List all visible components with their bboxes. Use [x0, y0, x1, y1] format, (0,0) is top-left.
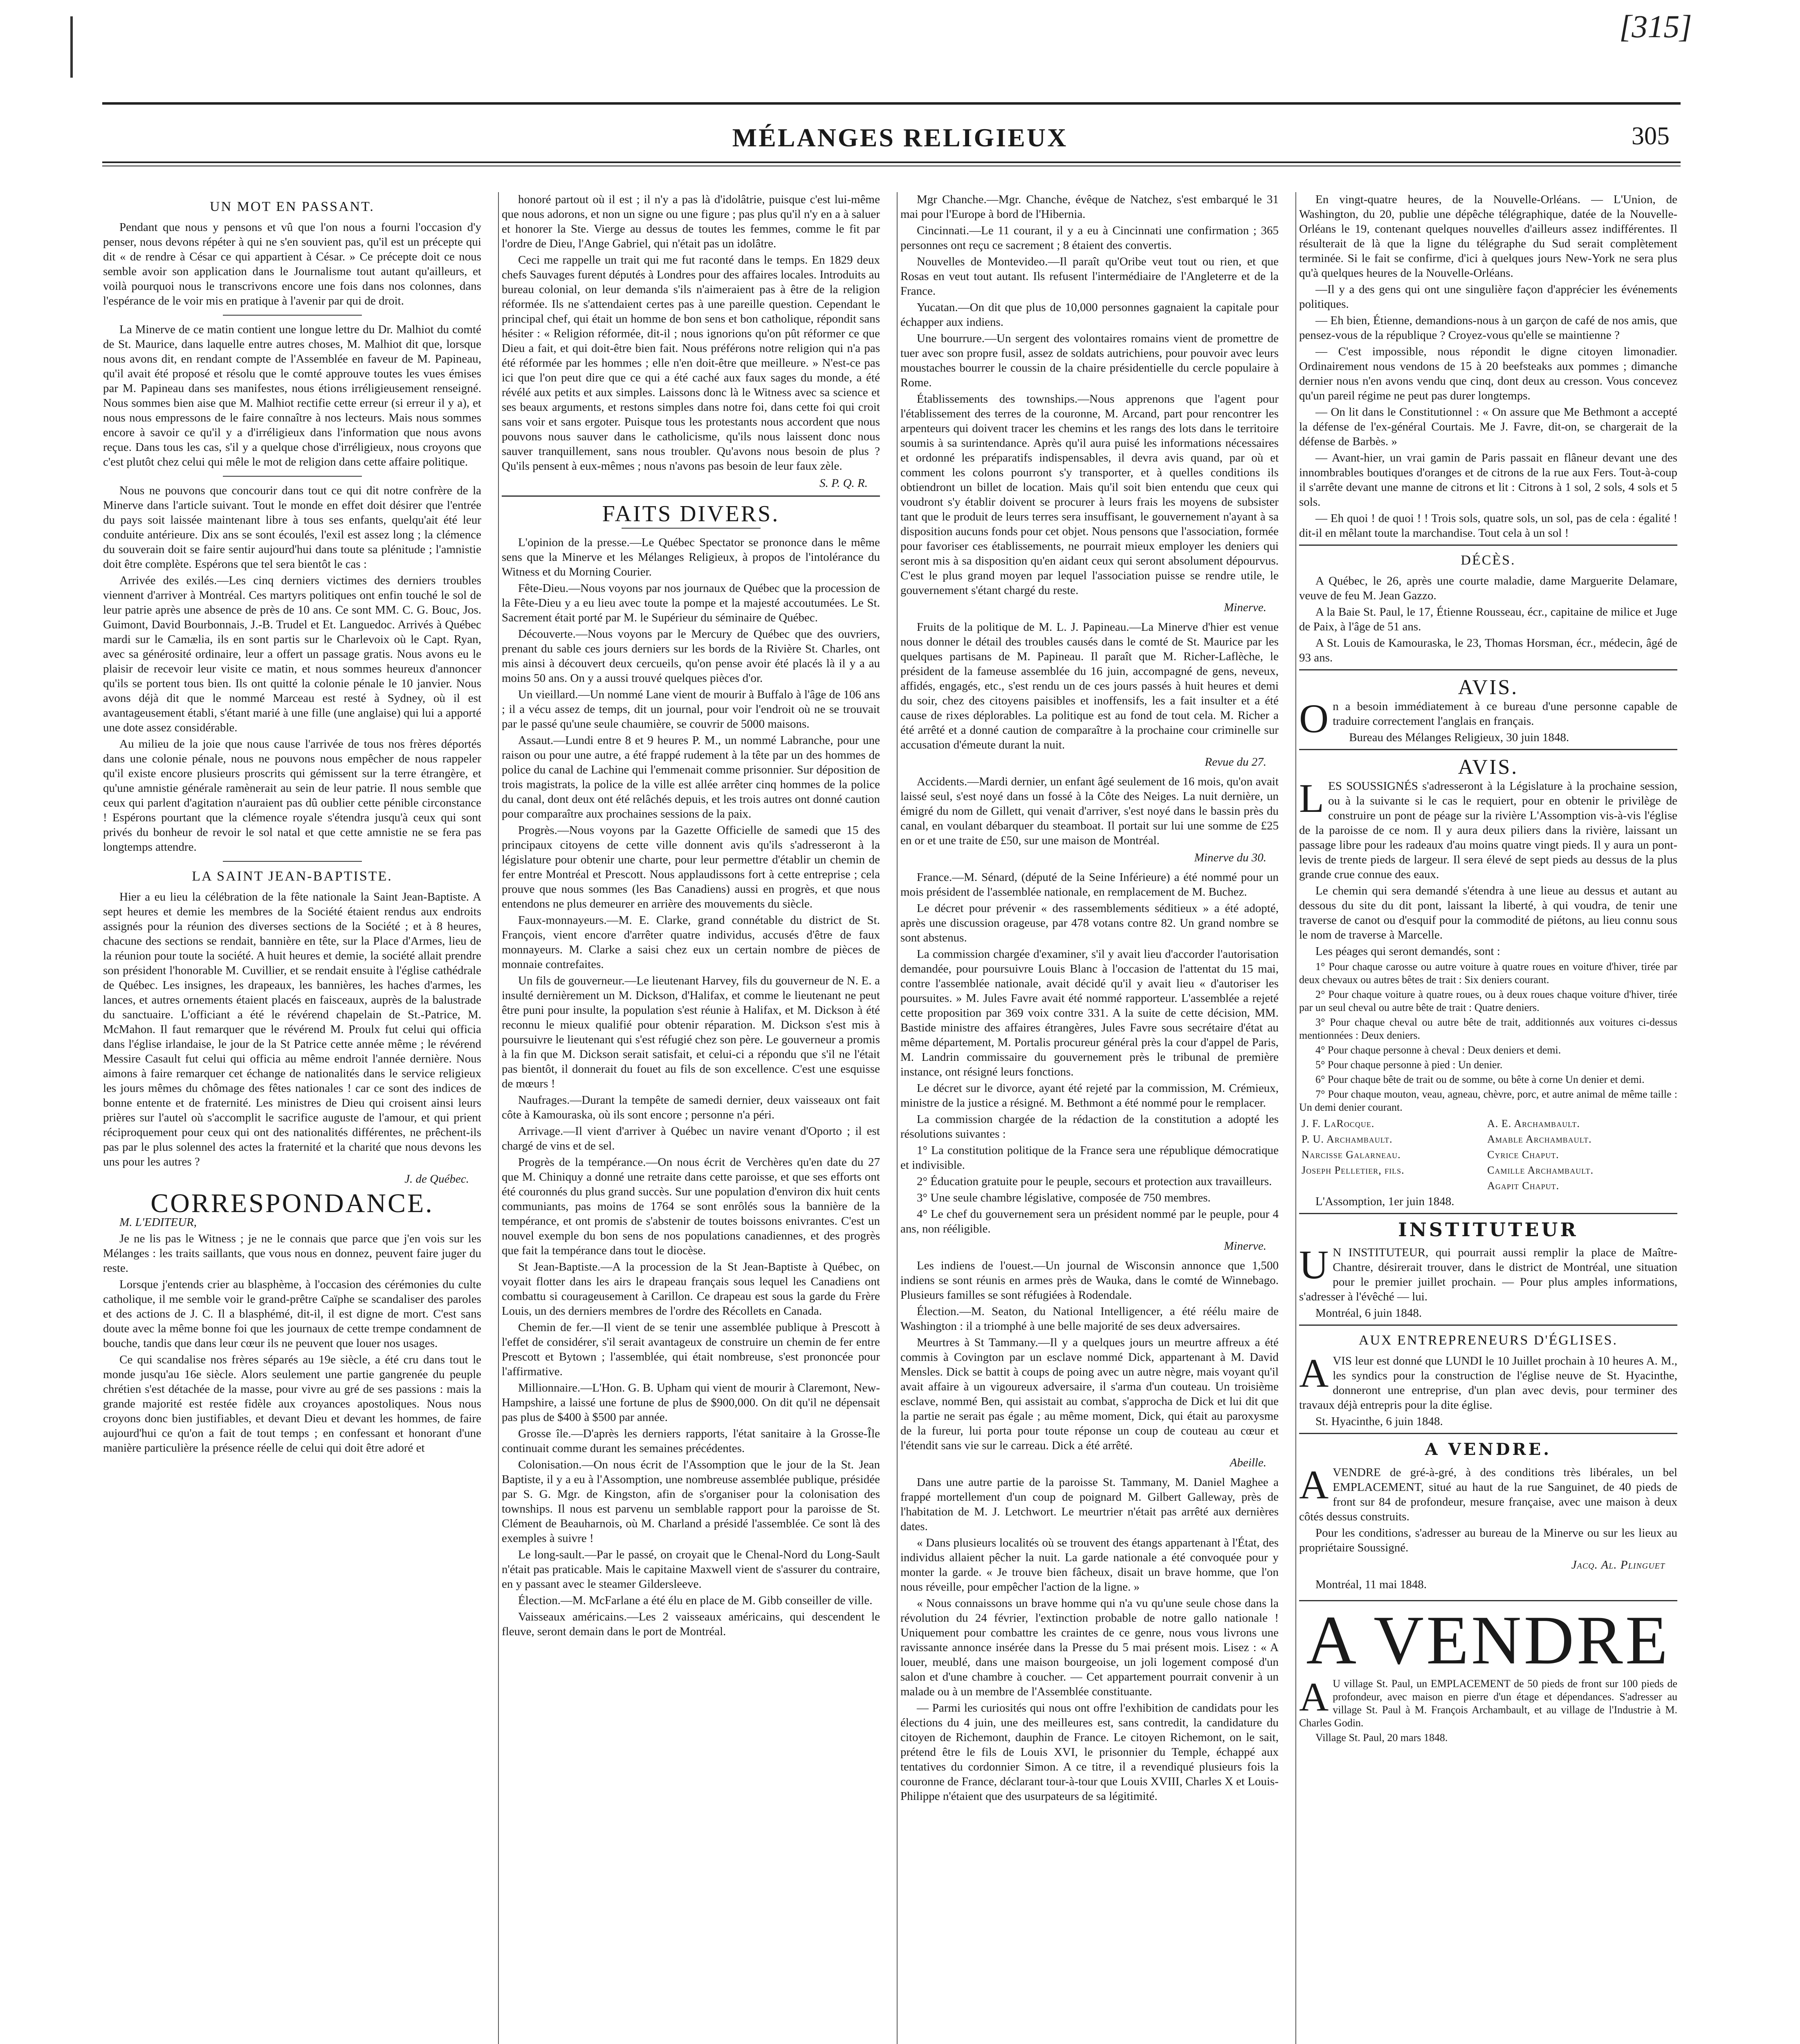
news-item: Une bourrure.—Un sergent des volontaires romains vient de promettre de tuer avec son propre fusil, assez de soldats autrichiens, pour pouvoir avec leurs moustaches bourrer le coussin de la chaire présidentielle du cercle populaire à Rome.: [900, 332, 1279, 389]
column-3: [900, 192, 1279, 2044]
news-item: Fruits de la politique de M. L. J. Papineau.—La Minerve d'hier est venue nous donner le détail des troubles causés dans le comté de St. Maurice par les quelques partisans de M. Papineau. Il paraît que M. Richer-Laflèche, le président de la fameuse assemblée du 16 juin, accompagné de gens, neveux, affidés, engagés, etc., s'est rendu un de ces jours passés à huit heures et demi du soir, chez des citoyens paisibles et inoffensifs, les a fait insulter et a été cause de rixes déplorables. La politique est au fond de tout cela. M. Richer a été arrêté et a donné caution de comparaître à la prochaine cour criminelle sur accusation d'émeute durant la nuit.: [900, 621, 1279, 751]
news-item: La commission chargée d'examiner, s'il y avait lieu d'accorder l'autorisation demandée, pour poursuivre Louis Blanc à l'occasion de l'attentat du 15 mai, contre l'assemblée nationale, avait décidé qu'il y avait lieu « d'autoriser les poursuites. » M. Jules Favre avait été nommé rapporteur. L'assemblée a rejeté cette proposition par 369 voix contre 331. A la suite de cette décision, MM. Bastide ministre des affaires étrangères, Jules Favre sous secrétaire d'état au même département, M. Portalis procureur général près la cour d'appel de Paris, M. Landrin commissaire du gouvernement près le tribunal de première instance, ont résigné leurs fonctions.: [900, 948, 1279, 1078]
separator: [502, 495, 880, 497]
source-credit: Minerve.: [1224, 601, 1266, 614]
notice-text: VIS leur est donné que LUNDI le 10 Juillet prochain à 10 heures A. M., les syndics pour la construction de l'église neuve de St. Hyacinthe, donneront une entreprise, d'un plan avec devis, pour terminer des travaux déjà entrepris pour la dite église.: [1299, 1354, 1677, 1412]
notice-heading: INSTITUTEUR: [1398, 1219, 1578, 1241]
toll-item: 1° Pour chaque carosse ou autre voiture à quatre roues en voiture d'hiver, tirée par deux chevaux ou autres bêtes de trait : Six deniers courant.: [1299, 961, 1677, 986]
signatory: J. F. LaRocque.: [1302, 1118, 1375, 1130]
news-item: Progrès.—Nous voyons par la Gazette Officielle de samedi que 15 des principaux citoyens de cette ville donnent avis qu'ils s'adresseront à la législature pour obtenir une charte, pour leur permettre d'établir un chemin de fer entre Montréal et Prescott. Nous applaudissons fort à cette entreprise ; cela prouve que nous sommes (les Bas Canadiens) aussi en progrès, et que nous entendons ne plus demeurer en arrière des mouvements du siècle.: [502, 824, 880, 910]
separator: [1299, 545, 1677, 546]
signatory: Narcisse Galarneau.: [1302, 1149, 1401, 1161]
resolution-item: 4° Le chef du gouvernement sera un président nommé par le peuple, pour 4 ans, non rééligible.: [900, 1208, 1279, 1235]
signatory: Camille Archambault.: [1487, 1164, 1594, 1176]
section-heading: FAITS DIVERS.: [602, 501, 780, 527]
news-item: Dans une autre partie de la paroisse St. Tammany, M. Daniel Maghee a frappé mortellement d'un coup de poignard M. Gilbert Galleway, près de l'habitation de M. J. Letchwort. Le meurtrier n'était pas arrêté aux dernières dates.: [900, 1476, 1279, 1533]
notice-heading: A VENDRE.: [1425, 1440, 1552, 1459]
signatory: Cyrice Chaput.: [1487, 1149, 1559, 1161]
resolution-item: 2° Éducation gratuite pour le peuple, secours et protection aux travailleurs.: [917, 1175, 1272, 1188]
news-item: Découverte.—Nous voyons par le Mercury de Québec que des ouvriers, prenant du sable ces jours derniers sur les bords de la Rivière St. Charles, ont mis ainsi à découvert deux cercueils, qu'on pense avoir été placés là il y a au moins 50 ans. On y a aussi trouvé quelques pièces d'or.: [502, 628, 880, 685]
notice-date: St. Hyacinthe, 6 juin 1848.: [1315, 1415, 1443, 1428]
news-item: Nouvelles de Montevideo.—Il paraît qu'Oribe veut tout ou rien, et que Rosas en veut tout autant. Ils refusent l'intermédiaire de l'Angleterre et de la France.: [900, 255, 1279, 298]
article-paragraph: honoré partout où il est ; il n'y a pas là d'idolâtrie, puisque c'est lui-même que nous adorons, et non un signe ou une figure ; pas plus qu'il n'y en a à saluer et honorer la Ste. Vierge au dessus de toutes les femmes, comme le fit par l'ordre de Dieu, l'Ange Gabriel, qui n'était pas un idolâtre.: [502, 193, 880, 250]
article-paragraph: La Minerve de ce matin contient une longue lettre du Dr. Malhiot du comté de St. Maurice, dans laquelle entre autres choses, M. Malhiot dit que, lorsque nous avons dit, en rendant compte de l'Assemblée en faveur de M. Papineau, qu'il avait été proposé et résolu que le comté approuve toutes les vues émises par M. Papineau dans ses manifestes, nous étions irréligieusement renseigné. Nous sommes bien aise que M. Malhiot rectifie cette erreur (si erreur il y a), et nous nous empressons de le faire connaître à nos lecteurs. Mais nous sommes encore à savoir ce qu'il y a d'irréligieux dans l'information que nous avons reçue. Dans tous les cas, s'il y a quelque chose d'irréligieux, nous croyons que c'est plutôt chez celui qui mêle le mot de religion dans cette affaire politique.: [103, 323, 481, 468]
toll-item: 6° Pour chaque bête de trait ou de somme, ou bête à corne Un denier et demi.: [1315, 1074, 1645, 1085]
article-paragraph: Lorsque j'entends crier au blasphème, à l'occasion des cérémonies du culte catholique, il me semble voir le grand-prêtre Caïphe se scandaliser des paroles et des actions de J. C. Il a blasphémé, dit-il, il est digne de mort. C'est sans doute avec la même bonne foi que les journaux de cette trempe condamnent de bouche, tandis que dans leur cœur ils ne peuvent que louer nos usages.: [103, 1278, 481, 1350]
separator: [1299, 1213, 1677, 1214]
drop-cap: A: [1299, 1674, 1329, 1719]
news-item: Le décret pour prévenir « des rassemblements séditieux » a été adopté, après une discussion orageuse, par 478 votans contre 82. Un grand nombre se sont abstenus.: [900, 902, 1279, 944]
notice-text: VENDRE de gré-à-gré, à des conditions très libérales, un bel EMPLACEMENT, situé au haut de la rue Sanguinet, de 40 pieds de front sur 84 de profondeur, mesure française, avec une maison à deux côtés dessus construits.: [1299, 1466, 1677, 1523]
news-item: —Il y a des gens qui ont une singulière façon d'apprécier les événements politiques.: [1299, 283, 1677, 311]
news-item: Arrivage.—Il vient d'arriver à Québec un navire venant d'Oporto ; il est chargé de vins et de sel.: [502, 1125, 880, 1152]
news-item: La commission chargée de la rédaction de la constitution a adopté les résolutions suivantes :: [900, 1113, 1279, 1141]
news-item: Un fils de gouverneur.—Le lieutenant Harvey, fils du gouverneur de N. E. a insulté dernièrement un M. Dickson, d'Halifax, et comme le lieutenant ne peut être puni pour insulte, la population s'est réunie à Halifax, et M. Dickson à été reconnu le mieux qualifié pour obtenir réparation. M. Dickson s'est mis à poursuivre le lieutenant qui s'est réfugié chez son père. Le gouverneur a promis à la fin que M. Dickson serait satisfait, et celui-ci a répondu que s'il ne l'était pas bientôt, il donnerait du fouet au fils de son excellence. C'est une esquisse de mœurs !: [502, 974, 880, 1090]
news-item: Cincinnati.—Le 11 courant, il y a eu à Cincinnati une confirmation ; 365 personnes ont reçu ce sacrement ; 8 étaient des convertis.: [900, 224, 1279, 252]
news-item: St Jean-Baptiste.—A la procession de la St Jean-Baptiste à Québec, on voyait flotter dans les airs le drapeau français sous lequel les Canadiens ont combattu si courageusement à Carillon. Ce drapeau est sous la garde du Frère Louis, un des derniers membres de l'ordre des Récollets en Canada.: [502, 1260, 880, 1318]
news-item: Grosse île.—D'après les derniers rapports, l'état sanitaire à la Grosse-Île continuait comme durant les semaines précédentes.: [502, 1427, 880, 1455]
article-paragraph: Nous ne pouvons que concourir dans tout ce qui dit notre confrère de la Minerve dans l'article suivant. Tout le monde en effet doit désirer que l'entrée du pays soit laissée maintenant libre à tous ses enfants, quelqu'ait été leur conduite antérieure. Dix ans se sont écoulés, l'exil est assez long ; la clémence du souverain doit se faire sentir aujourd'hui dans toute sa plénitude ; l'amnistie doit être complète. Espérons que tel sera bientôt le cas :: [103, 484, 481, 571]
notice-text: Pour les conditions, s'adresser au bureau de la Minerve ou sur les lieux au propriétaire Soussigné.: [1299, 1526, 1677, 1554]
notice-heading: AVIS.: [1458, 676, 1519, 699]
source-credit: Revue du 27.: [1205, 755, 1266, 769]
article-paragraph: Ceci me rappelle un trait qui me fut raconté dans le temps. En 1829 deux chefs Sauvages furent députés à Londres pour des affaires locales. Introduits au bureau colonial, on leur demanda s'ils n'aimeraient pas à être de la religion réformée. Ils ne s'attendaient certes pas à une pareille question. Cependant le principal chef, qui était un homme de bon sens et bon catholique, répondit sans hésiter : « Religion réformée, dit-il ; nous ignorions qu'on pût réformer ce que Dieu a fait, et qui doit-être bien fait. Nous préférons notre religion qui n'a pas été réformée par les hommes ; elle n'en doit-être que meilleure. » N'est-ce pas ici que l'on peut dire que ce qui a été caché aux faux sages du monde, a été révélé aux petits et aux simples. Laissons donc là le Witness avec sa science et ses beaux arguments, et restons simples dans notre foi, dans cette foi qui croit sans voir et sans ergoter. Puisque tous les protestants nous accordent que nous pouvons nous sauver dans le catholicisme, qu'ils nous laissent donc nous sauver tranquillement, sans nous troubler. Qu'avons nous besoin de plus ? Qu'ils pensent à eux-mêmes ; nous n'avons pas besoin de leur faux zèle.: [502, 253, 880, 473]
article-paragraph: Pendant que nous y pensons et vû que l'on nous a fourni l'occasion d'y penser, nous devons répéter à qui ne s'en souvient pas, qu'il est un précepte qui dit « de rendre à César ce qui appartient à César. » Ce précepte doit ce nous semble avoir son application dans le Journalisme tout autant qu'ailleurs, et voilà pourquoi nous le transcrivons encore une fois dans nos colonnes, dans l'espérance de le voir mis en pratique à l'avenir par qui de droit.: [103, 221, 481, 307]
news-item: Le décret sur le divorce, ayant été rejeté par la commission, M. Crémieux, ministre de la justice a résigné. M. Bethmont a été nommé pour le remplacer.: [900, 1082, 1279, 1109]
news-item: Yucatan.—On dit que plus de 10,000 personnes gagnaient la capitale pour échapper aux indiens.: [900, 301, 1279, 329]
article-paragraph: Ce qui scandalise nos frères séparés au 19e siècle, a été cru dans tout le monde jusqu'au 16e siècle. Alors seulement une partie gangrenée du peuple chrétien s'est détachée de la masse, pour vivre au gré de ses passions : mais la grande majorité est restée fidèle aux croyances apostoliques. Nous nous croyons donc bien justifiables, et devant Dieu et devant les hommes, de faire aujourd'hui ce qu'on a fait de tout temps ; en confessant et honorant d'une manière particulière la présence réelle de celui qui doit être adoré et: [103, 1353, 481, 1455]
news-item: Les indiens de l'ouest.—Un journal de Wisconsin annonce que 1,500 indiens se sont réunis en armes près de Wauka, dans le comté de Winnebago. Plusieurs familles se sont réfugiées à Rodendale.: [900, 1259, 1279, 1302]
news-item: — Eh quoi ! de quoi ! ! Trois sols, quatre sols, un sol, pas de cela : égalité ! dit-il en mêlant toute la marchandise. Tout cela à un sol !: [1299, 512, 1677, 540]
separator: [223, 476, 362, 477]
separator: [223, 315, 362, 316]
news-item: L'opinion de la presse.—Le Québec Spectator se prononce dans le même sens que la Minerve et les Mélanges Religieux, à propos de l'intolérance du Witness et du Morning Courier.: [502, 536, 880, 578]
drop-cap: A: [1299, 1350, 1329, 1396]
death-notice: A St. Louis de Kamouraska, le 23, Thomas Horsman, écr., médecin, âgé de 93 ans.: [1299, 637, 1677, 664]
tolls-list: [1299, 960, 1677, 1114]
drop-cap: O: [1299, 696, 1329, 741]
column-4: [1299, 192, 1677, 2044]
separator: [223, 861, 362, 862]
news-item: — Avant-hier, un vrai gamin de Paris passait en flâneur devant une des innombrables boutiques d'oranges et de citrons de la rue aux Fers. Tout-à-coup il s'arrête devant une manne de citrons et lit : Citrons à 1 sol, 2 sols, 4 sols et 5 sols.: [1299, 451, 1677, 509]
newspaper-title: MÉLANGES RELIGIEUX: [732, 123, 1068, 152]
source-credit: Abeille.: [1230, 1456, 1266, 1469]
toll-item: 2° Pour chaque voiture à quatre roues, ou à deux roues chaque voiture d'hiver, tirée par un seul cheval ou autre bête de trait : Quatre deniers.: [1299, 988, 1677, 1013]
top-rule: [102, 102, 1681, 105]
news-item: Progrès de la tempérance.—On nous écrit de Verchères qu'en date du 27 que M. Chiniquy a donné une retraite dans cette paroisse, et que ses efforts ont été couronnés du plus grand succès. Sur une population d'environ dix huit cents communiants, pas moins de 1764 se sont enrôlés sous la bannière de la tempérance, et ont promis de s'abstenir de toutes boissons enivrantes. C'est un nouvel exemple du bon sens de nos populations canadiennes, et des progrès que fait la tempérance dans tout le diocèse.: [502, 1156, 880, 1257]
handwritten-page-note: [315]: [1619, 9, 1692, 44]
sale-heading: A VENDRE: [1299, 1600, 1677, 1675]
news-item: Millionnaire.—L'Hon. G. B. Upham qui vient de mourir à Claremont, New-Hampshire, a laissé une fortune de plus de $900,000. On dit qu'il ne dépensait pas plus de $400 à $500 par année.: [502, 1381, 880, 1424]
article-signature: S. P. Q. R.: [819, 477, 868, 490]
deaths-heading: DÉCÈS.: [1461, 553, 1516, 568]
column-divider: [897, 192, 898, 2044]
separator: [1299, 669, 1677, 670]
news-item: France.—M. Sénard, (député de la Seine Inférieure) a été nommé pour un mois président de l'assemblée nationale, en remplacement de M. Buchez.: [900, 871, 1279, 899]
header-rule: [102, 161, 1681, 163]
death-notice: A Québec, le 26, après une courte maladie, dame Marguerite Delamare, veuve de feu M. Jean Gazzo.: [1299, 574, 1677, 602]
article-paragraph: Hier a eu lieu la célébration de la fête nationale la Saint Jean-Baptiste. A sept heures et demie les membres de la Société étaient rendus aux endroits assignés pour la réunion des diverses sections de la Société ; et à 8 heures, chacune des sections se rendait, bannière en tête, sur la Place d'Armes, lieu de la réunion pour toute la société. A huit heures et demie, la société allait prendre son président l'honorable M. Cuvillier, et se rendait ensuite à l'église cathédrale de Québec. Les insignes, les drapeaux, les bannières, les haches d'armes, les lances, et autres ornements étaient placés en faisceaux, auprès de la balustrade du sanctuaire. L'officiant a été le révérend chapelain de St.-Patrice, M. McMahon. Il faut remarquer que le révérend M. Proulx fut celui qui officia dans l'église irlandaise, le jour de la St Patrice cette année même ; le révérend Messire Casault fut celui qui officia au même endroit l'année dernière. Nous aimons à faire remarquer cet échange de nationalités dans le service religieux les jours mêmes du chômage des fêtes nationales ! car ce sont des indices de bonne entente et de fraternité. Les ministres de Dieu qui croisent ainsi leurs prières sur l'autel où s'accomplit le sacrifice auguste de l'amour, et qui prient réciproquement pour ceux qui ont des nationalités différentes, ne prêchent-ils pas par le plus solennel des actes la fraternité et la charité que nous devons les uns pour les autres ?: [103, 890, 481, 1168]
drop-cap: L: [1299, 775, 1324, 821]
notice-text: Les péages qui seront demandés, sont :: [1315, 945, 1500, 958]
toll-item: 5° Pour chaque personne à pied : Un denier.: [1315, 1059, 1503, 1071]
article-heading: LA SAINT JEAN-BAPTISTE.: [192, 869, 393, 884]
news-item: « Dans plusieurs localités où se trouvent des étangs appartenant à l'État, des individus allaient pêcher la nuit. La garde nationale a été convoquée pour y monter la garde. « Je trouve bien fâcheux, disait un brave homme, que l'on nous réveille, pour empêcher l'action de la ligne. »: [900, 1536, 1279, 1594]
news-item: Élection.—M. McFarlane a été élu en place de M. Gibb conseiller de ville.: [518, 1594, 873, 1607]
notice-date: L'Assomption, 1er juin 1848.: [1315, 1195, 1454, 1208]
notice-heading: AVIS.: [1458, 755, 1519, 779]
news-item: Vaisseaux américains.—Les 2 vaisseaux américains, qui descendent le fleuve, seront demain dans le port de Montréal.: [502, 1610, 880, 1638]
column-divider: [498, 192, 499, 2044]
signatory: Agapit Chaput.: [1487, 1180, 1560, 1192]
signatory: A. E. Archambault.: [1487, 1118, 1580, 1130]
news-item: Établissements des townships.—Nous apprenons que l'agent pour l'établissement des terres de la couronne, M. Arcand, part pour rencontrer les arpenteurs qui doivent tracer les chemins et les rangs des lots dans le territoire soumis à sa surintendance. Après qu'il aura puisé les informations nécessaires et ordonné les préparatifs indispensables, il devra avis quand, par où et comment les colons pourront s'y transporter, et à quelles conditions ils obtiendront un billet de location. Mais qu'il soit bien entendu que ceux qui voudront s'y établir doivent se procurer à leurs frais les moyens de subsister tant que le produit de leurs terres sera insuffisant, le gouvernement n'ayant à sa disposition aucuns fonds pour cet objet. Nous pensons que l'association, formée pour favoriser ces établissements, ne pourrait mieux employer les deniers qui seront mis à sa disposition qu'en aidant ceux qui seront absolument dépourvus. C'est le plus grand moyen par lequel l'association puisse se rendre utile, le gouvernement s'étant chargé du reste.: [900, 392, 1279, 597]
margin-mark: [70, 16, 73, 78]
toll-item: 7° Pour chaque mouton, veau, agneau, chèvre, porc, et autre animal de même taille : Un demi denier courant.: [1299, 1088, 1677, 1113]
notice-heading: AUX ENTREPRENEURS D'ÉGLISES.: [1358, 1333, 1618, 1348]
news-item: Fête-Dieu.—Nous voyons par nos journaux de Québec que la procession de la Fête-Dieu y a eu lieu avec toute la pompe et la majesté accoutumées. Le St. Sacrement était porté par M. le Supérieur du séminaire de Québec.: [502, 582, 880, 624]
notice-text: U village St. Paul, un EMPLACEMENT de 50 pieds de front sur 100 pieds de profondeur, avec maison en pierre d'un étage et dépendances. S'adresser au village St. Paul à M. François Archambault, et au village de l'Industrie à M. Charles Godin.: [1299, 1678, 1677, 1729]
notice-text: N INSTITUTEUR, qui pourrait aussi remplir la place de Maître-Chantre, désirerait trouver, dans le district de Montréal, une situation pour le premier juillet prochain. — Pour plus amples informations, s'adresser à l'évêché — lui.: [1299, 1246, 1677, 1303]
article-paragraph: Au milieu de la joie que nous cause l'arrivée de tous nos frères déportés dans une colonie pénale, nous ne pouvons nous empêcher de nous rappeler qu'il existe encore plusieurs proscrits qui gémissent sur la terre étrangère, et qu'une amnistie générale ramènerait au sein de leur patrie. Il nous semble que ceux qui parlent d'agitation n'auraient pas dû oublier cette pénible circonstance ! Espérons pourtant que la clémence royale s'étendra jusqu'à ceux qui sont privés du bonheur de revoir le sol natal et que cette amnistie ne se fera pas longtemps attendre.: [103, 737, 481, 854]
signatory: Joseph Pelletier, fils.: [1302, 1164, 1405, 1176]
toll-item: 3° Pour chaque cheval ou autre bête de trait, additionnés aux voitures ci-dessus mentionnées : Deux deniers.: [1299, 1016, 1677, 1041]
column-2: [502, 192, 880, 2044]
news-item: Naufrages.—Durant la tempête de samedi dernier, deux vaisseaux ont fait côte à Kamouraska, où ils sont encore ; personne n'a péri.: [502, 1094, 880, 1121]
separator: [1299, 1325, 1677, 1326]
death-notice: A la Baie St. Paul, le 17, Étienne Rousseau, écr., capitaine de milice et Juge de Paix, à l'âge de 51 ans.: [1299, 605, 1677, 633]
article-paragraph: Je ne lis pas le Witness ; je ne le connais que parce que j'en vois sur les Mélanges : les traits saillants, que vous nous en donnez, peuvent faire juger du reste.: [103, 1232, 481, 1275]
news-item: Élection.—M. Seaton, du National Intelligencer, a été réélu maire de Washington : il a triomphé à une belle majorité de ses deux adversaires.: [900, 1305, 1279, 1333]
signatories-table: [1299, 1116, 1677, 1194]
drop-cap: A: [1299, 1462, 1329, 1507]
signatory: P. U. Archambault.: [1302, 1133, 1393, 1145]
notice-date: Montréal, 6 juin 1848.: [1315, 1307, 1422, 1320]
notice-signature: Jacq. Al. Plinguet: [1571, 1558, 1665, 1571]
news-item: « Nous connaissons un brave homme qui n'a vu qu'une seule chose dans la révolution du 24 février, l'extinction probable de notre gallo nationale ! Uniquement pour combattre les craintes de ce genre, nous vous livrons une ravissante annonce insérée dans la Presse du 5 mai présent mois. Lisez : « A louer, meublé, dans une maison bourgeoise, un joli logement composé d'un salon et d'une chambre à coucher. — Cet appartement pourrait convenir à un malade ou à un membre de l'Assemblée constituante.: [900, 1597, 1279, 1698]
source-credit: Minerve du 30.: [1194, 851, 1266, 864]
news-item: Accidents.—Mardi dernier, un enfant âgé seulement de 16 mois, qu'on avait laissé seul, s'est noyé dans un fossé à la Côte des Neiges. La nuit dernière, un émigré du nom de Gillett, qui venait d'arriver, s'est noyé dans le bassin près du canal, en voulant débarquer du steamboat. Il portait sur lui une somme de £25 en or et une traite de £50, sur une maison de Montréal.: [900, 775, 1279, 847]
news-item: — C'est impossible, nous répondit le digne citoyen limonadier. Ordinairement nous vendons de 15 à 20 beefsteaks aux pommes ; dimanche dernier nous n'en avons vendu que cinq, dont deux au cresson. Vous concevez qu'un pareil régime ne peut pas durer longtemps.: [1299, 345, 1677, 402]
signatory: Amable Archambault.: [1487, 1133, 1592, 1145]
resolution-item: 1° La constitution politique de la France sera une république démocratique et indivisible.: [900, 1144, 1279, 1172]
drop-cap: U: [1299, 1242, 1329, 1287]
separator: [1299, 749, 1677, 750]
separator: [1299, 1433, 1677, 1434]
news-item: Chemin de fer.—Il vient de se tenir une assemblée publique à Prescott à l'effet de considérer, s'il serait avantageux de construire un chemin de fer entre Prescott et Bytown ; l'assemblée, qui était nombreuse, s'est prononcée pour l'affirmative.: [502, 1321, 880, 1378]
news-item: Un vieillard.—Un nommé Lane vient de mourir à Buffalo à l'âge de 106 ans ; il a vécu assez de temps, dit un journal, pour voir l'endroit où ne se trouvait par le passé qu'une seule chaumière, se couvrir de 5000 maisons.: [502, 688, 880, 731]
toll-item: 4° Pour chaque personne à cheval : Deux deniers et demi.: [1315, 1044, 1561, 1056]
news-item: Faux-monnayeurs.—M. E. Clarke, grand connétable du district de St. François, vient encore d'arrêter quatre individus, accusés d'être de faux monnayeurs. M. Clarke a saisi chez eux un certain nombre de pièces de monnaie contrefaites.: [502, 914, 880, 971]
notice-text: Le chemin qui sera demandé s'étendra à une lieue au dessus et autant au dessous du site du dit pont, laissant la liberté, à qui voudra, de tenir une traverse de canot ou d'esquif pour la commodité de piétons, au lieu connu sous le nom de traverse à Marcelle.: [1299, 884, 1677, 941]
news-item: — Eh bien, Étienne, demandions-nous à un garçon de café de nos amis, que pensez-vous de la république ? Croyez-vous qu'elle se maintienne ?: [1299, 314, 1677, 342]
column-1: [103, 192, 481, 2044]
news-item: Meurtres à St Tammany.—Il y a quelques jours un meurtre affreux a été commis à Covington par un esclave nommé Dick, appartenant à M. David Mensles. Dick se battit à coups de poing avec un autre nègre, mais voyant qu'il avait affaire à un vigoureux adversaire, il s'arma d'un couteau. Un troisième esclave, nommé Ben, qui assistait au combat, s'approcha de Dick et lui dit que la partie ne serait pas égale ; au même moment, Dick, qui était au paroxysme de la fureur, lui porta pour toute réponse un coup de couteau au cœur et l'étendit sans vie sur le carreau. Dick a été arrêté.: [900, 1336, 1279, 1452]
resolution-item: 3° Une seule chambre législative, composée de 750 membres.: [917, 1191, 1211, 1204]
article-paragraph: Arrivée des exilés.—Les cinq derniers victimes des derniers troubles viennent d'arriver à Montréal. Ces martyrs politiques ont enfin touché le sol de leur patrie après une absence de près de 10 ans. Ce sont MM. C. G. Bouc, Jos. Guimont, David Bourbonnais, J.-B. Trudel et Et. Languedoc. Arrivés à Québec mardi sur le Camælia, ils en sont partis sur le Charlevoix où le Capt. Ryan, avec sa générosité ordinaire, leur a offert un passage gratis. Nous avons eu le plaisir de recevoir leur visite ce matin, et nous sommes heureux d'annoncer qu'ils se portent tous bien. Ils ont quitté la colonie pénale le 10 janvier. Nous avons déjà dit que le nommé Marceau est resté à Sydney, où il est avantageusement établi, s'étant marié à une fille (une anglaise) qui lui a apporté une dote assez considérable.: [103, 574, 481, 734]
news-item: Mgr Chanche.—Mgr. Chanche, évêque de Natchez, s'est embarqué le 31 mai pour l'Europe à bord de l'Hibernia.: [900, 193, 1279, 221]
section-heading: CORRESPONDANCE.: [150, 1188, 434, 1218]
notice-text: ES SOUSSIGNÉS s'adresseront à la Législature à la prochaine session, ou à la suivante si le cas le requiert, pour en obtenir le privilège de construire un pont de péage sur la rivière L'Assomption vis-à-vis l'église de la paroisse de ce nom. Il y aura deux piliers dans la rivière, laissant un passage libre pour les radeaux d'au moins quatre vingt pieds. Il y aura un pont-levis de trente pieds de largeur. Il sera élevé de sept pieds au dessus de la plus grande crue connue des eaux.: [1299, 780, 1677, 881]
news-item: Assaut.—Lundi entre 8 et 9 heures P. M., un nommé Labranche, pour une raison ou pour une autre, a été frappé rudement à la tête par un des hommes de police du canal de Lachine qui l'emmenait comme prisonnier. Sur déposition de trois magistrats, la police de la ville est allée arrêter cinq hommes de la police du canal, dont deux ont été relâchés depuis, et les trois autres ont donné caution pour comparaître aux prochaines sessions de la paix.: [502, 734, 880, 820]
source-credit: Minerve.: [1224, 1239, 1266, 1253]
separator: [622, 528, 761, 529]
news-item: Le long-sault.—Par le passé, on croyait que le Chenal-Nord du Long-Sault n'était pas praticable. Mais le capitaine Maxwell vient de s'assurer du contraire, en y passant avec le steamer Gildersleeve.: [502, 1548, 880, 1591]
notice-date: Montréal, 11 mai 1848.: [1315, 1578, 1427, 1591]
notice-date: Village St. Paul, 20 mars 1848.: [1315, 1732, 1448, 1744]
page-number: 305: [1632, 122, 1670, 150]
news-item: En vingt-quatre heures, de la Nouvelle-Orléans. — L'Union, de Washington, du 20, publie une dépêche télégraphique, datée de la Nouvelle-Orléans le 19, contenant quelques nouvelles d'ailleurs assez indifférentes. Il résulterait de là que la ligne du télégraphe du Sud serait complètement terminée. Si le fait se confirme, d'ici à quelques jours New-York ne sera plus qu'à quelques heures de la Nouvelle-Orléans.: [1299, 193, 1677, 280]
column-divider: [1295, 192, 1296, 2044]
news-item: Colonisation.—On nous écrit de l'Assomption que le jour de la St. Jean Baptiste, il y a eu à l'Assomption, une nombreuse assemblée publique, présidée par S. G. Mgr. de Kingston, afin de s'organiser pour la colonisation des townships. Il nous est parvenu un semblable rapport pour la paroisse de St. Clément de Beauharnois, où M. Charland a présidé l'assemblée. Ce sont là des exemples à suivre !: [502, 1458, 880, 1545]
letter-salutation: M. L'EDITEUR,: [119, 1216, 197, 1229]
news-item: — Parmi les curiosités qui nous ont offre l'exhibition de candidats pour les élections du 4 juin, une des meilleures est, sans contredit, la candidature du citoyen de Richemont, dauphin de France. Le citoyen Richemont, on le sait, prétend être le fils de Louis XVI, le prisonnier du Temple, échappé aux tentatives du cordonnier Simon. A ce titre, il a revendiqué plusieurs fois la couronne de France, déclarant tour-à-tour que Louis XVIII, Charles X et Louis-Philippe n'étaient que des usurpateurs de sa légitimité.: [900, 1701, 1279, 1803]
notice-text: n a besoin immédiatement à ce bureau d'une personne capable de traduire correctement l'anglais en français.: [1333, 700, 1677, 728]
article-heading: UN MOT EN PASSANT.: [210, 199, 375, 214]
news-item: — On lit dans le Constitutionnel : « On assure que Me Bethmont a accepté la défense de l'ex-général Courtais. Me J. Favre, dit-on, se chargerait de la défense de Barbès. »: [1299, 406, 1677, 448]
notice-signature: Bureau des Mélanges Religieux, 30 juin 1848.: [1349, 731, 1569, 744]
article-signature: J. de Québec.: [404, 1172, 469, 1186]
